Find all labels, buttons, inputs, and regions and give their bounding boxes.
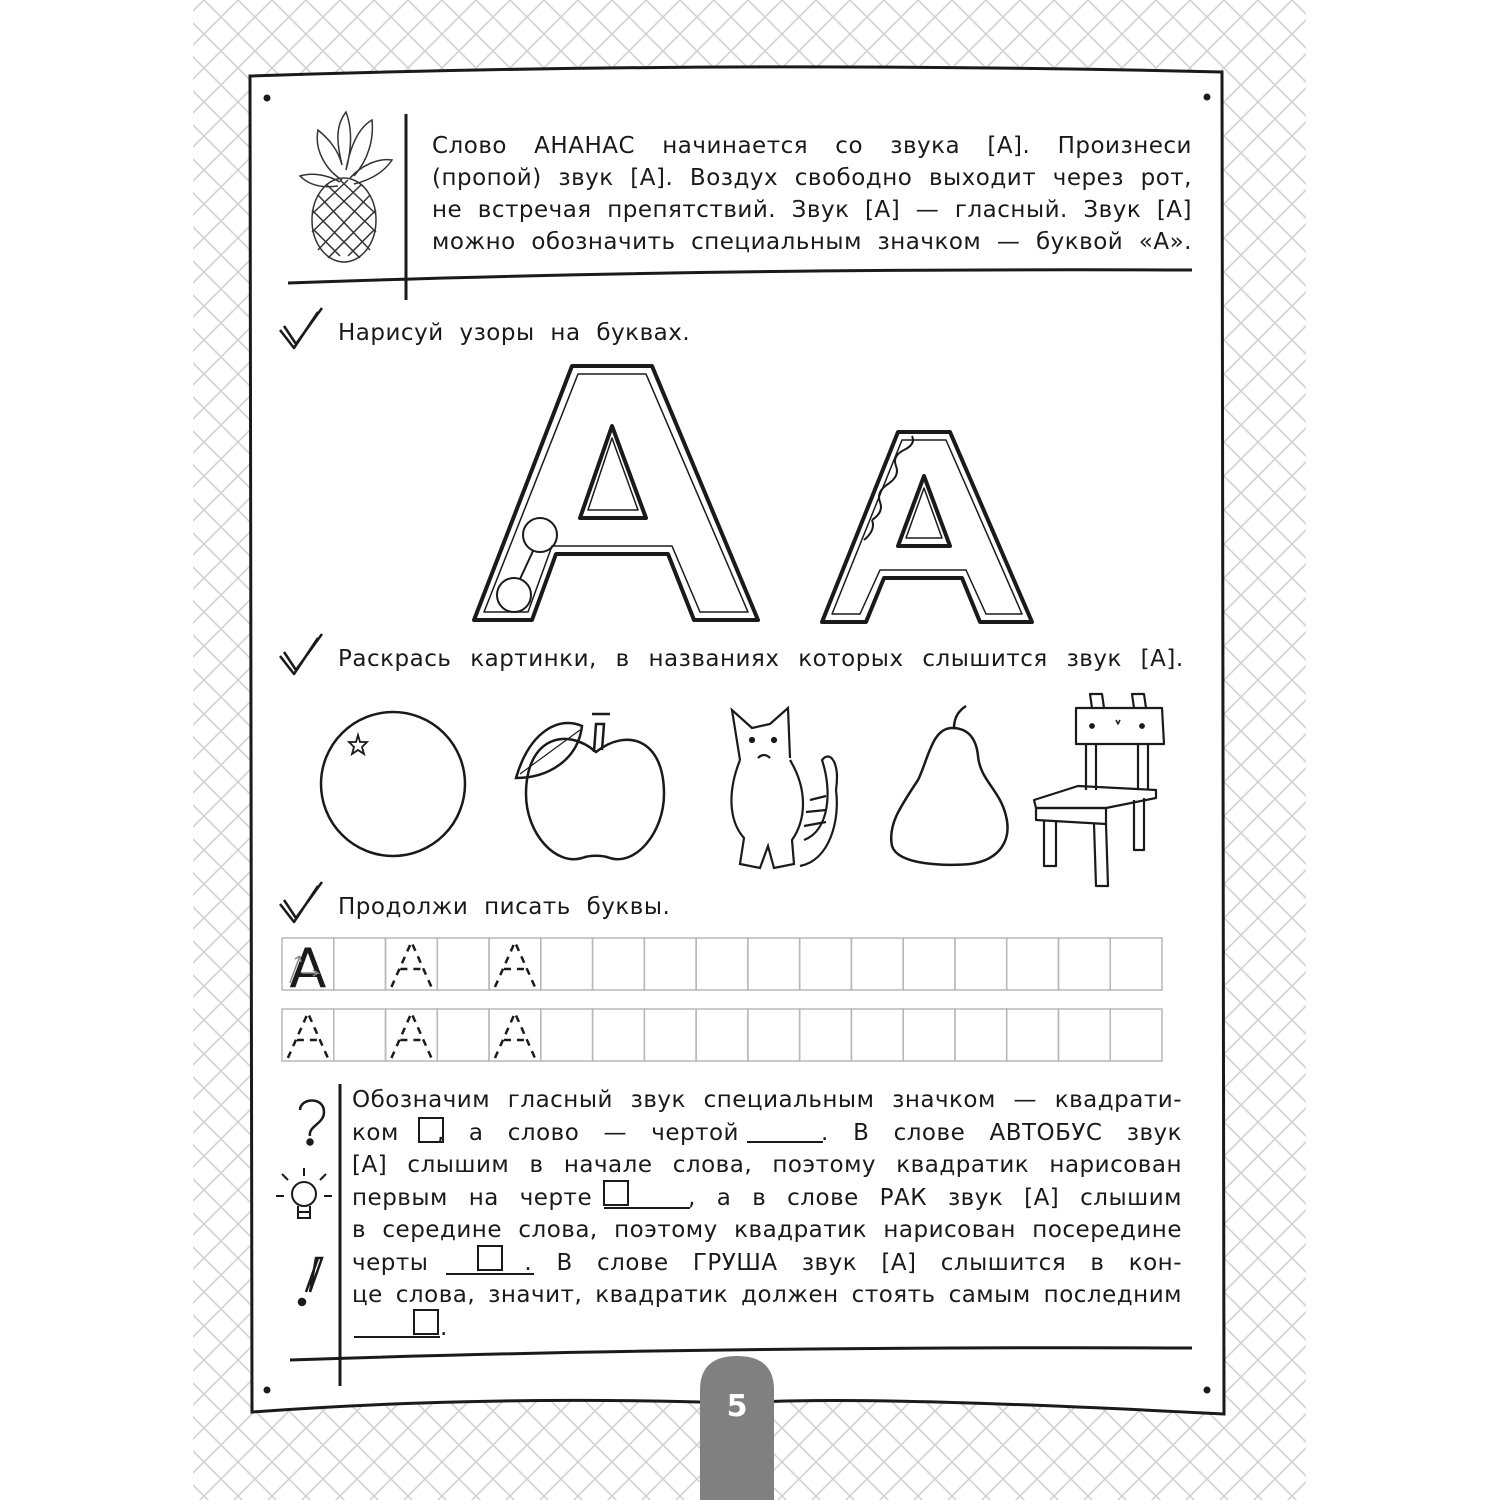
copybook-cell[interactable] — [334, 938, 386, 990]
copybook-cell[interactable] — [696, 938, 748, 990]
intro-line: можно обозначить специальным значком — буквой «А». — [432, 229, 1192, 255]
rule-line: черты . В слове ГРУША звук [А] слышится в кон- — [352, 1249, 1182, 1276]
copybook-cell[interactable] — [644, 938, 696, 990]
rule-line: Обозначим гласный звук специальным значком — квадрати- — [352, 1087, 1182, 1113]
copybook-cell[interactable] — [1007, 1009, 1059, 1061]
rule-line: ком , а слово — чертой . В слове АВТОБУС звук — [352, 1119, 1183, 1146]
rule-line: . — [440, 1314, 448, 1341]
copybook-cell[interactable] — [593, 938, 645, 990]
copybook-cell[interactable] — [800, 938, 852, 990]
copybook-cell[interactable] — [644, 1009, 696, 1061]
page-number: 5 — [726, 1389, 748, 1424]
copybook-cell[interactable] — [593, 1009, 645, 1061]
dotted-letter-a — [495, 1013, 535, 1058]
copybook-row — [282, 1009, 1162, 1061]
copybook-cell[interactable] — [748, 1009, 800, 1061]
copybook-cell[interactable] — [1110, 938, 1162, 990]
intro-line: не встречая препятствий. Звук [А] — гласный. Звук [А] — [432, 197, 1192, 223]
copybook-cell[interactable] — [1058, 1009, 1110, 1061]
rule-line: первым на черте , а в слове РАК звук [А] слышим — [352, 1184, 1182, 1211]
copybook-cell[interactable] — [541, 938, 593, 990]
copybook-cell[interactable] — [1110, 1009, 1162, 1061]
copybook-cell[interactable] — [851, 938, 903, 990]
copybook-cell[interactable] — [437, 1009, 489, 1061]
intro-line: (пропой) звук [А]. Воздух свободно выходит через рот, — [432, 165, 1192, 191]
copybook-cell[interactable] — [696, 1009, 748, 1061]
dotted-letter-a — [288, 1013, 328, 1058]
copybook-cell[interactable] — [748, 938, 800, 990]
rule-text — [352, 1084, 1182, 1344]
dotted-letter-a — [391, 942, 431, 987]
copybook-cell[interactable] — [903, 938, 955, 990]
copybook-cell[interactable] — [851, 1009, 903, 1061]
copybook-cell[interactable] — [800, 1009, 852, 1061]
dotted-letter-a — [391, 1013, 431, 1058]
copybook-cell[interactable] — [955, 938, 1007, 990]
copybook-row — [282, 937, 1162, 1000]
sample-letter-a: А — [289, 937, 327, 1000]
copybook-cell[interactable] — [955, 1009, 1007, 1061]
task-heading: Раскрась картинки, в названиях которых слышится звук [А]. — [338, 646, 1184, 672]
rule-line: в середине слова, поэтому квадратик нарисован посередине — [352, 1217, 1182, 1243]
rule-line: це слова, значит, квадратик должен стоять самым последним — [352, 1282, 1182, 1308]
task-heading: Продолжи писать буквы. — [338, 894, 671, 920]
copybook-cell[interactable] — [1058, 938, 1110, 990]
copybook-cell[interactable] — [541, 1009, 593, 1061]
copybook-cell[interactable] — [903, 1009, 955, 1061]
copybook-cell[interactable] — [1007, 938, 1059, 990]
intro-text — [432, 130, 1192, 258]
copybook-cell[interactable] — [437, 938, 489, 990]
dotted-letter-a — [495, 942, 535, 987]
intro-line: Слово АНАНАС начинается со звука [А]. Произнеси — [432, 133, 1192, 159]
task-heading: Нарисуй узоры на буквах. — [338, 320, 691, 346]
rule-line: [А] слышим в начале слова, поэтому квадратик нарисован — [352, 1152, 1182, 1178]
copybook-cell[interactable] — [334, 1009, 386, 1061]
